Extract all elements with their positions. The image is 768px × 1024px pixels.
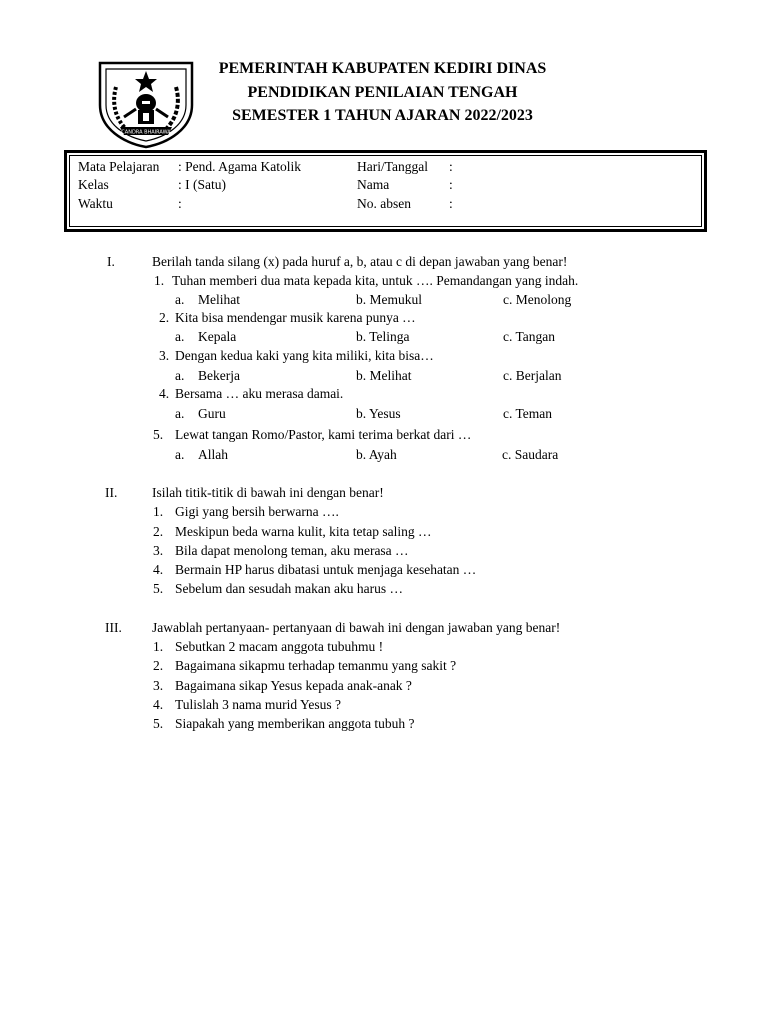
list-item-text: Tulislah 3 nama murid Yesus ? — [175, 697, 342, 712]
list-item-text: Sebelum dan sesudah makan aku harus … — [175, 581, 403, 596]
list-item-number: 3. — [153, 543, 164, 558]
class-label: Kelas — [78, 177, 109, 192]
option-a: Kepala — [198, 329, 237, 344]
section-1-numeral: I. — [107, 254, 115, 269]
option-b: b. Yesus — [356, 406, 401, 421]
question-text: Tuhan memberi dua mata kepada kita, untuk …. Pemandangan yang indah. — [172, 273, 579, 288]
question-text: Kita bisa mendengar musik karena punya … — [175, 310, 416, 325]
option-a-label: a. — [175, 292, 185, 307]
list-item-number: 2. — [153, 524, 164, 539]
subject-value: : Pend. Agama Katolik — [178, 159, 301, 174]
section-3-instruction: Jawablah pertanyaan- pertanyaan di bawah ini dengan jawaban yang benar! — [152, 620, 561, 635]
option-b: b. Ayah — [356, 447, 397, 462]
header-title-line-3: SEMESTER 1 TAHUN AJARAN 2022/2023 — [232, 107, 533, 124]
section-1-instruction: Berilah tanda silang (x) pada huruf a, b, atau c di depan jawaban yang benar! — [152, 254, 568, 269]
question-text: Bersama … aku merasa damai. — [175, 386, 344, 401]
option-a: Bekerja — [198, 368, 240, 383]
list-item-text: Gigi yang bersih berwarna …. — [175, 504, 339, 519]
list-item-number: 5. — [153, 581, 164, 596]
header-title-line-2: PENDIDIKAN PENILAIAN TENGAH — [247, 84, 518, 101]
date-label: Hari/Tanggal — [357, 159, 429, 174]
option-b: b. Melihat — [356, 368, 412, 383]
list-item-number: 3. — [153, 678, 164, 693]
name-label: Nama — [357, 177, 390, 192]
option-c: c. Tangan — [503, 329, 556, 344]
emblem-ribbon-text: CANDRA BHAIRAWA — [121, 129, 171, 136]
option-b: b. Telinga — [356, 329, 410, 344]
absen-label: No. absen — [357, 196, 411, 211]
list-item-text: Bagaimana sikapmu terhadap temanmu yang sakit ? — [175, 658, 457, 673]
list-item-text: Bagaimana sikap Yesus kepada anak-anak ? — [175, 678, 412, 693]
question-number: 2. — [159, 310, 170, 325]
option-a: Allah — [198, 447, 228, 462]
time-value: : — [178, 196, 182, 211]
question-text: Lewat tangan Romo/Pastor, kami terima berkat dari … — [175, 427, 472, 442]
list-item-number: 1. — [153, 504, 164, 519]
list-item-text: Bermain HP harus dibatasi untuk menjaga kesehatan … — [175, 562, 477, 577]
option-a: Guru — [198, 406, 226, 421]
option-b: b. Memukul — [356, 292, 422, 307]
class-value: : I (Satu) — [178, 177, 226, 192]
option-a-label: a. — [175, 406, 185, 421]
list-item-text: Meskipun beda warna kulit, kita tetap saling … — [175, 524, 432, 539]
list-item-text: Bila dapat menolong teman, aku merasa … — [175, 543, 409, 558]
option-a-label: a. — [175, 368, 185, 383]
option-c: c. Menolong — [503, 292, 572, 307]
subject-label: Mata Pelajaran — [78, 159, 160, 174]
list-item-text: Siapakah yang memberikan anggota tubuh ? — [175, 716, 415, 731]
date-value: : — [449, 159, 453, 174]
option-c: c. Berjalan — [503, 368, 562, 383]
section-2-numeral: II. — [105, 485, 118, 500]
section-3-numeral: III. — [105, 620, 122, 635]
option-a-label: a. — [175, 447, 185, 462]
list-item-text: Sebutkan 2 macam anggota tubuhmu ! — [175, 639, 384, 654]
section-2-instruction: Isilah titik-titik di bawah ini dengan benar! — [152, 485, 384, 500]
question-number: 1. — [154, 273, 165, 288]
question-number: 4. — [159, 386, 170, 401]
option-a: Melihat — [198, 292, 240, 307]
list-item-number: 4. — [153, 697, 164, 712]
kediri-emblem-logo — [96, 57, 196, 149]
header-title-line-1: PEMERINTAH KABUPATEN KEDIRI DINAS — [218, 60, 547, 77]
option-c: c. Teman — [503, 406, 553, 421]
absen-value: : — [449, 196, 453, 211]
question-text: Dengan kedua kaki yang kita miliki, kita bisa… — [175, 348, 434, 363]
list-item-number: 5. — [153, 716, 164, 731]
list-item-number: 2. — [153, 658, 164, 673]
name-value: : — [449, 177, 453, 192]
list-item-number: 1. — [153, 639, 164, 654]
list-item-number: 4. — [153, 562, 164, 577]
option-c: c. Saudara — [502, 447, 559, 462]
option-a-label: a. — [175, 329, 185, 344]
time-label: Waktu — [78, 196, 113, 211]
question-number: 3. — [159, 348, 170, 363]
question-number: 5. — [153, 427, 164, 442]
